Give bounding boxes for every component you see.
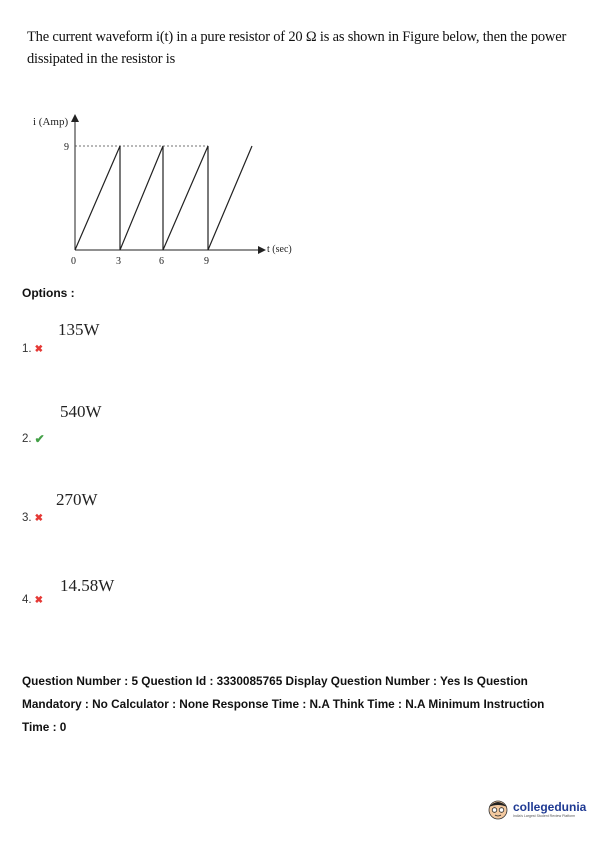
option-1-number bbox=[22, 343, 43, 355]
peak-label: 9 bbox=[64, 142, 69, 153]
option-2-text[interactable]: 540W bbox=[60, 402, 102, 421]
meta-line-1: Question Number : 5 Question Id : 3330085765 Display Question Number : Yes Is Question bbox=[22, 674, 528, 688]
x-axis-arrow bbox=[258, 246, 266, 254]
question-text bbox=[27, 26, 567, 70]
option-3-number bbox=[22, 512, 43, 524]
meta-line-3: Time : 0 bbox=[22, 720, 67, 734]
meta-line-2: Mandatory : No Calculator : None Response Time : N.A Think Time : N.A Minimum Instruction bbox=[22, 697, 545, 711]
y-axis-label: i (Amp) bbox=[33, 116, 69, 128]
mascot-icon bbox=[487, 797, 509, 821]
question-line-2: dissipated in the resistor is bbox=[27, 51, 176, 67]
option-2-label: 2. bbox=[22, 433, 32, 445]
option-2-number bbox=[22, 432, 45, 446]
wrong-cross-icon: ✖ bbox=[34, 512, 43, 524]
x-tick-3: 3 bbox=[116, 256, 121, 267]
collegedunia-logo bbox=[487, 797, 586, 821]
option-4-text[interactable]: 14.58W bbox=[60, 576, 115, 595]
sawtooth-waveform bbox=[75, 146, 252, 250]
option-1-text[interactable]: 135W bbox=[58, 320, 100, 339]
logo-tagline: India's Largest Student Review Platform bbox=[513, 814, 576, 818]
option-4-number bbox=[22, 594, 43, 606]
wrong-cross-icon: ✖ bbox=[34, 343, 43, 355]
option-3-label: 3. bbox=[22, 512, 32, 524]
y-axis-arrow bbox=[71, 114, 79, 122]
x-tick-0: 0 bbox=[71, 256, 76, 267]
correct-check-icon: ✔ bbox=[34, 432, 45, 446]
option-3-text[interactable]: 270W bbox=[56, 490, 98, 509]
options-heading: Options : bbox=[22, 286, 75, 300]
current-waveform-figure bbox=[30, 110, 310, 270]
question-line-1: The current waveform i(t) in a pure resistor of 20 Ω is as shown in Figure below, then the power bbox=[27, 29, 567, 45]
x-axis-label: t (sec) bbox=[267, 244, 292, 255]
x-tick-6: 6 bbox=[159, 256, 164, 267]
logo-name: collegedunia bbox=[513, 800, 587, 814]
option-1-label: 1. bbox=[22, 343, 32, 355]
question-metadata bbox=[22, 670, 582, 739]
x-tick-9: 9 bbox=[204, 256, 209, 267]
wrong-cross-icon: ✖ bbox=[34, 594, 43, 606]
option-4-label: 4. bbox=[22, 594, 32, 606]
